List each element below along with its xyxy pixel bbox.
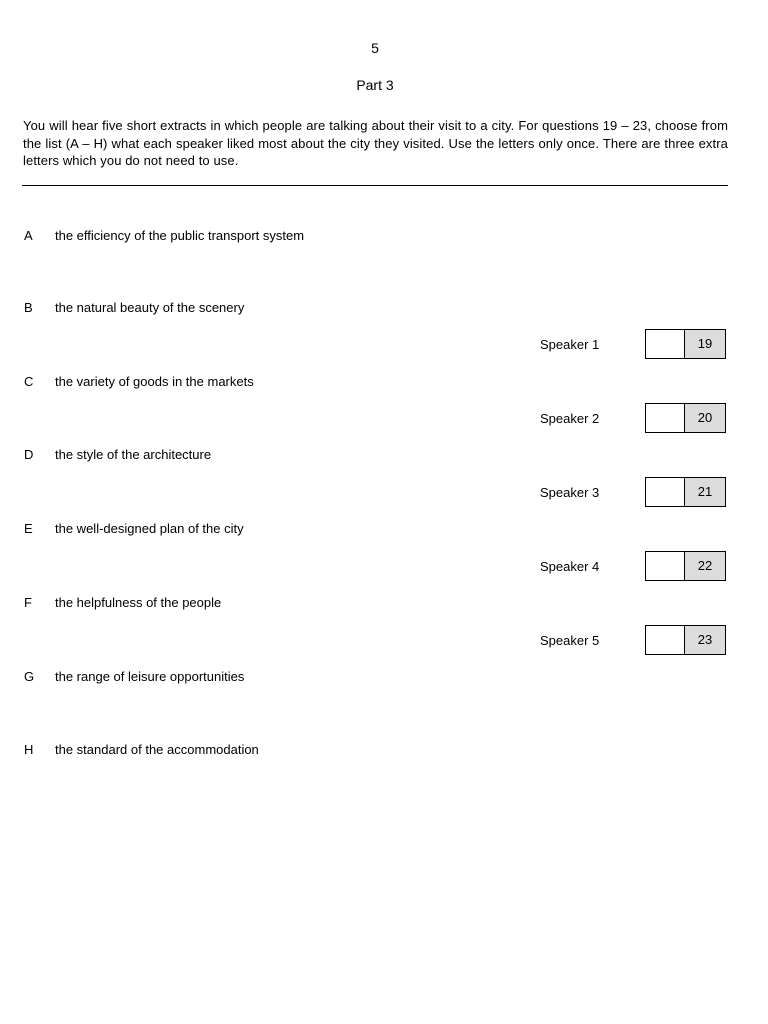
option-text: the well-designed plan of the city	[55, 521, 244, 536]
option-letter: F	[24, 595, 32, 610]
speaker-label: Speaker 5	[540, 633, 600, 648]
option-text: the range of leisure opportunities	[55, 669, 245, 684]
option-text: the helpfulness of the people	[55, 595, 222, 610]
answer-box[interactable]	[645, 551, 685, 581]
speaker-label: Speaker 1	[540, 337, 600, 352]
option-letter: B	[24, 300, 33, 315]
speaker-row-2	[0, 403, 768, 435]
divider-line	[22, 185, 728, 186]
question-number-box: 20	[684, 403, 726, 433]
question-number-box: 19	[684, 329, 726, 359]
option-text: the natural beauty of the scenery	[55, 300, 245, 315]
speaker-label: Speaker 3	[540, 485, 600, 500]
option-letter: A	[24, 228, 33, 243]
speaker-row-1	[0, 329, 768, 361]
answer-box[interactable]	[645, 403, 685, 433]
option-letter: G	[24, 669, 35, 684]
speaker-row-4	[0, 551, 768, 583]
answer-box[interactable]	[645, 329, 685, 359]
page-number: 5	[371, 40, 379, 56]
answer-box[interactable]	[645, 477, 685, 507]
question-number-box: 21	[684, 477, 726, 507]
option-letter: D	[24, 447, 34, 462]
answer-box[interactable]	[645, 625, 685, 655]
part-title: Part 3	[356, 77, 394, 93]
speaker-label: Speaker 4	[540, 559, 600, 574]
option-text: the variety of goods in the markets	[55, 374, 254, 389]
option-text: the style of the architecture	[55, 447, 212, 462]
speaker-label: Speaker 2	[540, 411, 600, 426]
instructions-text: You will hear five short extracts in which people are talking about their visit to a city. For questions 19 – 23, choose from the list (A – H) what each speaker liked most about the city they visited. Use the letters only once. There are three extra letters which you do not need to use.	[23, 118, 728, 168]
option-letter: C	[24, 374, 34, 389]
option-text: the standard of the accommodation	[55, 742, 259, 757]
option-text: the efficiency of the public transport system	[55, 228, 305, 243]
option-letter: E	[24, 521, 33, 536]
speaker-row-5	[0, 625, 768, 657]
question-number-box: 22	[684, 551, 726, 581]
option-letter: H	[24, 742, 34, 757]
question-number-box: 23	[684, 625, 726, 655]
speaker-row-3	[0, 477, 768, 509]
